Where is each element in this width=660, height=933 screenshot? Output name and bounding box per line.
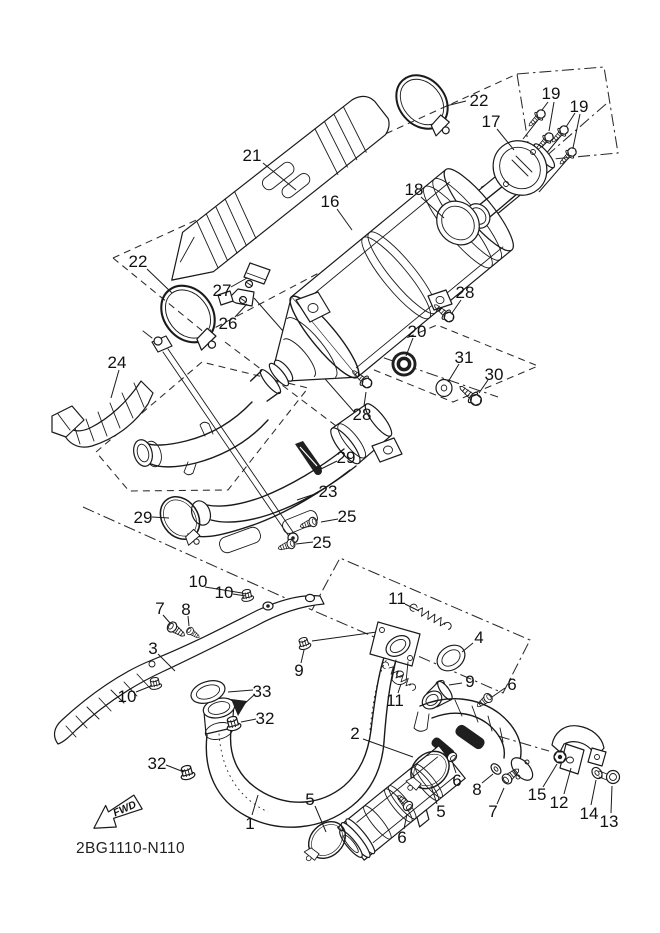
part-callout-32: 32 — [147, 754, 167, 773]
part-callout-21: 21 — [242, 146, 262, 165]
part-callout-2: 2 — [350, 724, 360, 743]
leader-line-25 — [296, 542, 313, 544]
part-callout-29: 29 — [133, 508, 153, 527]
part-callout-5: 5 — [436, 802, 446, 821]
part-callout-1: 1 — [245, 814, 255, 833]
part-callout-11: 11 — [386, 691, 404, 710]
screw-8-upper — [185, 626, 201, 641]
part-callout-5: 5 — [305, 790, 315, 809]
part-callout-6: 6 — [397, 828, 407, 847]
leader-line-8 — [482, 774, 493, 783]
leader-line-32 — [241, 719, 256, 722]
drawing-code: 2BG1110-N110 — [76, 840, 186, 857]
part-callout-20: 20 — [407, 322, 427, 341]
part-callout-14: 14 — [579, 804, 599, 823]
part-callout-30: 30 — [484, 365, 504, 384]
part-callout-28: 28 — [352, 405, 372, 424]
part-callout-33: 33 — [252, 682, 272, 701]
part-callout-15: 15 — [527, 785, 547, 804]
sleeve-29-right — [295, 441, 322, 475]
part-callout-6: 6 — [507, 675, 517, 694]
leader-line-25 — [321, 519, 338, 522]
part-callout-23: 23 — [318, 482, 338, 501]
washer-8-lower — [489, 762, 503, 776]
part-callout-17: 17 — [481, 112, 501, 131]
nut-15 — [554, 751, 566, 763]
bracket-12 — [552, 726, 606, 774]
part-callout-25: 25 — [312, 533, 332, 552]
bolt-7-upper — [165, 620, 187, 640]
heat-shield-24 — [52, 381, 153, 447]
part-callout-7: 7 — [155, 599, 165, 618]
fwd-label: FWD — [111, 798, 139, 820]
part-callout-16: 16 — [320, 192, 340, 211]
nut-32-lower — [179, 764, 196, 781]
leader-line-2 — [363, 739, 413, 757]
part-callout-10: 10 — [117, 687, 137, 706]
part-callout-31: 31 — [454, 348, 474, 367]
part-callout-9: 9 — [294, 661, 304, 680]
leader-line-33 — [228, 690, 253, 692]
leader-line-16 — [337, 209, 352, 230]
part-callout-10: 10 — [188, 572, 208, 591]
leader-line-24 — [111, 370, 119, 398]
part-callout-13: 13 — [599, 812, 619, 831]
bolt-30 — [456, 382, 484, 409]
part-callout-4: 4 — [474, 628, 484, 647]
nut-10-lower — [148, 676, 162, 690]
nut-9-upper — [297, 636, 312, 651]
part-callout-12: 12 — [549, 793, 569, 812]
part-callout-9: 9 — [465, 672, 475, 691]
leader-line-7 — [497, 788, 504, 804]
part-callout-32: 32 — [255, 709, 275, 728]
leader-line-14 — [591, 780, 596, 805]
leader-line-19 — [573, 114, 580, 148]
bolt-13 — [599, 771, 620, 784]
bolt-19-icon — [526, 107, 548, 129]
part-callout-19: 19 — [569, 97, 589, 116]
part-callout-10: 10 — [214, 583, 234, 602]
part-callout-19: 19 — [541, 84, 561, 103]
spring-11-upper — [409, 603, 453, 631]
leader-line-10 — [136, 686, 151, 692]
part-callout-27: 27 — [212, 281, 232, 300]
leader-line-9 — [449, 683, 462, 685]
leader-line-29 — [152, 517, 169, 518]
part-callout-29: 29 — [336, 448, 356, 467]
washer-31 — [436, 380, 452, 397]
part-callout-6: 6 — [452, 771, 462, 790]
part-callout-3: 3 — [148, 639, 158, 658]
part-callout-8: 8 — [472, 780, 482, 799]
screw-25-lower — [277, 538, 297, 553]
part-callout-24: 24 — [107, 353, 127, 372]
part-callout-25: 25 — [337, 507, 357, 526]
leader-line-12 — [564, 768, 571, 794]
clamp-22-upper — [386, 65, 466, 148]
part-callout-28: 28 — [455, 283, 475, 302]
damper-20 — [392, 352, 417, 377]
leader-line-19 — [542, 102, 548, 110]
part-callout-8: 8 — [181, 600, 191, 619]
fwd-arrow — [87, 792, 144, 835]
leader-line-15 — [543, 764, 557, 787]
leader-line-13 — [611, 786, 612, 813]
muffler-inlet-pipe — [131, 402, 268, 475]
leader-line-1 — [252, 795, 258, 815]
gasket-4 — [432, 640, 470, 676]
part-callout-26: 26 — [218, 314, 238, 333]
leader-line-4 — [462, 643, 473, 652]
leader-line-27 — [231, 278, 247, 287]
part-callout-22: 22 — [469, 91, 489, 110]
leader-line-19 — [549, 102, 554, 131]
part-callout-22: 22 — [128, 252, 148, 271]
part-callout-7: 7 — [488, 802, 498, 821]
part-callout-18: 18 — [404, 180, 424, 199]
part-callout-11: 11 — [388, 589, 406, 608]
